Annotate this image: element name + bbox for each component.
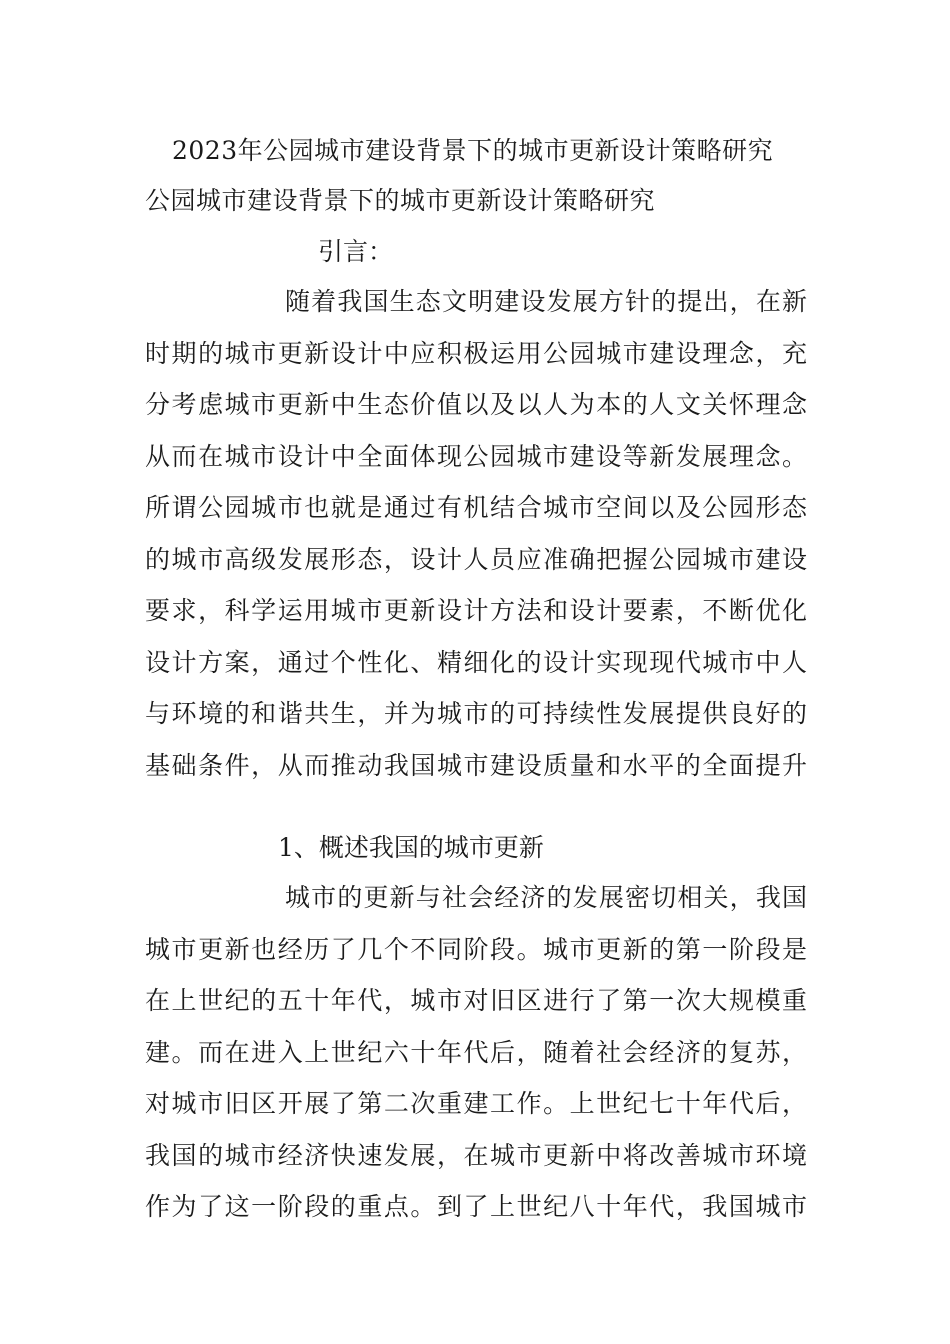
paragraph-line: 所谓公园城市也就是通过有机结合城市空间以及公园形态: [145, 493, 807, 522]
paragraph-line: 与环境的和谐共生，并为城市的可持续性发展提供良好的: [145, 699, 807, 728]
intro-paragraph: [145, 284, 807, 799]
section-heading: 1、概述我国的城市更新: [278, 833, 544, 862]
section-paragraph: [145, 880, 807, 1241]
paragraph-line: 时期的城市更新设计中应积极运用公园城市建设理念，充: [145, 338, 807, 368]
intro-label: 引言：: [318, 237, 394, 266]
paragraph-line: 要求，科学运用城市更新设计方法和设计要素，不断优化: [145, 596, 807, 625]
paragraph-line: 的城市高级发展形态，设计人员应准确把握公园城市建设: [145, 544, 807, 574]
document-subtitle: 公园城市建设背景下的城市更新设计策略研究: [145, 186, 656, 215]
paragraph-line: 我国的城市经济快速发展，在城市更新中将改善城市环境: [145, 1140, 807, 1170]
paragraph-line: 城市的更新与社会经济的发展密切相关，我国: [285, 883, 807, 912]
paragraph-line: 随着我国生态文明建设发展方针的提出，在新: [285, 287, 807, 316]
paragraph-line: 基础条件，从而推动我国城市建设质量和水平的全面提升: [145, 750, 807, 780]
document-title: 2023年公园城市建设背景下的城市更新设计策略研究: [172, 136, 774, 165]
paragraph-line: 在上世纪的五十年代，城市对旧区进行了第一次大规模重: [145, 986, 807, 1015]
paragraph-line: 城市更新也经历了几个不同阶段。城市更新的第一阶段是: [145, 934, 807, 964]
paragraph-line: 对城市旧区开展了第二次重建工作。上世纪七十年代后，: [145, 1089, 807, 1118]
paragraph-line: 作为了这一阶段的重点。到了上世纪八十年代，我国城市: [145, 1192, 807, 1221]
paragraph-line: 分考虑城市更新中生态价值以及以人为本的人文关怀理念: [145, 390, 807, 419]
paragraph-line: 建。而在进入上世纪六十年代后，随着社会经济的复苏，: [145, 1037, 807, 1067]
paragraph-line: 从而在城市设计中全面体现公园城市建设等新发展理念。: [145, 441, 807, 471]
paragraph-line: 设计方案，通过个性化、精细化的设计实现现代城市中人: [145, 647, 807, 677]
